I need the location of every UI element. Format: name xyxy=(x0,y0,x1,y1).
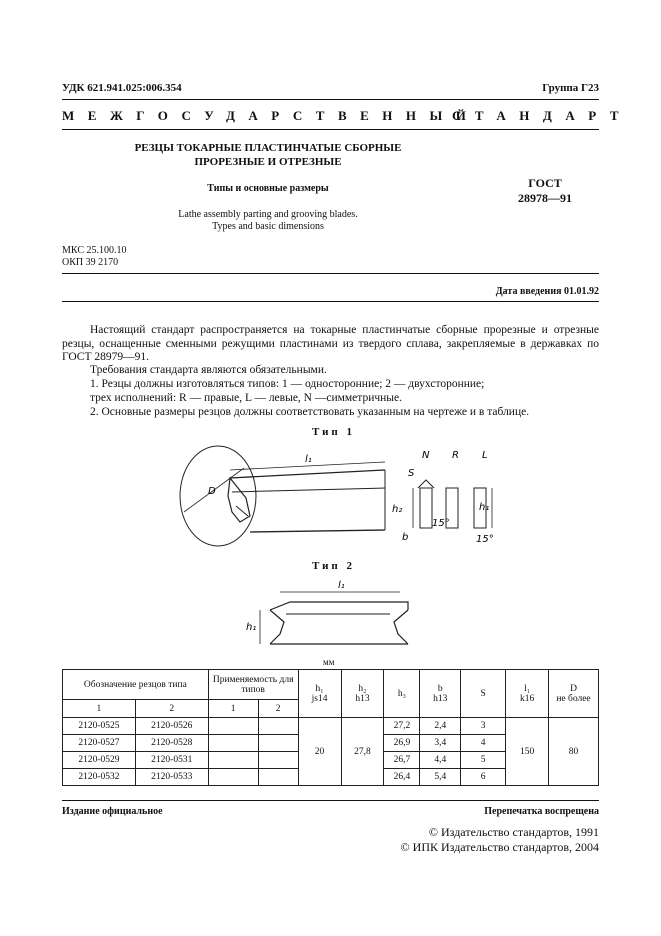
angle-big-label: 15° xyxy=(476,534,494,545)
cell-h2: 27,8 xyxy=(341,718,384,786)
cell-type1: 2120-0527 xyxy=(63,735,136,752)
title-line1: РЕЗЦЫ ТОКАРНЫЕ ПЛАСТИНЧАТЫЕ СБОРНЫЕ xyxy=(134,142,402,154)
th-b-tol: h13 xyxy=(433,693,448,704)
th-col1: 1 xyxy=(63,700,136,718)
cell-h3: 26,9 xyxy=(384,735,420,752)
official-edition: Издание официальное xyxy=(62,806,163,817)
cell-app2 xyxy=(258,769,298,786)
blade-top-edge xyxy=(230,470,385,478)
cell-b: 3,4 xyxy=(420,735,461,752)
h1-label: h₁ xyxy=(479,502,490,513)
paragraph-scope: Настоящий стандарт распространяется на токарные пластинчатые сборные прорезные и отрезные резцы, оснащенные сменными режущими пластинами из твердого сплава, закрепляемые в державках по ГОСТ 28979—91. xyxy=(62,324,599,363)
th-b xyxy=(420,670,461,718)
type2-h1-label: h₁ xyxy=(246,622,257,633)
l1-label: l₁ xyxy=(305,454,312,465)
cell-type2: 2120-0528 xyxy=(135,735,208,752)
th-col2: 2 xyxy=(135,700,208,718)
type2-l1-label: l₁ xyxy=(338,580,345,591)
section-N-top xyxy=(418,480,434,488)
cell-type2: 2120-0526 xyxy=(135,718,208,735)
th-h3: h₃ xyxy=(384,670,420,718)
date-rule xyxy=(62,301,599,302)
header-rule-2 xyxy=(62,129,599,130)
th-b-symbol: b xyxy=(437,683,443,694)
subtitle: Типы и основные размеры xyxy=(207,183,329,194)
L-label: L xyxy=(482,450,488,461)
th-D xyxy=(549,670,599,718)
cell-S: 5 xyxy=(461,752,506,769)
english-title-1: Lathe assembly parting and grooving blades. xyxy=(178,209,358,220)
S-label: S xyxy=(408,468,415,479)
header-rule xyxy=(62,99,599,100)
cell-type2: 2120-0533 xyxy=(135,769,208,786)
th-S: S xyxy=(461,670,506,718)
angle-small-label: 15° xyxy=(432,518,450,529)
cell-type2: 2120-0531 xyxy=(135,752,208,769)
cell-app1 xyxy=(208,735,258,752)
h2-label: h₂ xyxy=(392,504,403,515)
reprint-notice: Перепечатка воспрещена xyxy=(484,806,599,817)
th-h2 xyxy=(341,670,384,718)
cell-app1 xyxy=(208,752,258,769)
th-applicability: Применяемость для типов xyxy=(208,670,298,700)
th-l1 xyxy=(506,670,549,718)
unit-label: мм xyxy=(323,657,335,667)
cell-l1: 150 xyxy=(506,718,549,786)
cell-b: 4,4 xyxy=(420,752,461,769)
th-h1-tol: js14 xyxy=(311,693,328,704)
codes-rule xyxy=(62,273,599,274)
N-label: N xyxy=(422,450,430,461)
paragraph-dimensions: 2. Основные размеры резцов должны соответствовать указанным на чертеже и в таблице. xyxy=(90,406,530,418)
th-D-symbol: D xyxy=(570,683,577,694)
type2-drawing xyxy=(240,578,430,658)
type2-right-insert xyxy=(394,610,408,644)
cell-S: 6 xyxy=(461,769,506,786)
udk-code: УДК 621.941.025:006.354 xyxy=(62,82,182,94)
R-label: R xyxy=(452,450,459,461)
paragraph-types: 1. Резцы должны изготовляться типов: 1 — односторонние; 2 — двухсторонние; xyxy=(90,378,485,390)
cell-app2 xyxy=(258,752,298,769)
intro-date xyxy=(496,286,599,297)
cell-type1: 2120-0529 xyxy=(63,752,136,769)
gost-label: ГОСТ xyxy=(528,176,562,190)
english-title-2: Types and basic dimensions xyxy=(212,221,324,232)
th-l1-tol: k16 xyxy=(519,693,535,704)
copyright-1991: © Издательство стандартов, 1991 xyxy=(428,825,599,839)
title-line2: ПРОРЕЗНЫЕ И ОТРЕЗНЫЕ xyxy=(194,156,342,168)
cell-app2 xyxy=(258,735,298,752)
cell-type1: 2120-0532 xyxy=(63,769,136,786)
cell-S: 3 xyxy=(461,718,506,735)
blade-inner-line xyxy=(232,488,385,492)
cell-S: 4 xyxy=(461,735,506,752)
paragraph-mandatory: Требования стандарта являются обязательными. xyxy=(90,364,327,376)
type1-drawing xyxy=(170,440,510,560)
th-app2: 2 xyxy=(258,700,298,718)
interstate-label: МЕЖГОСУДАРСТВЕННЫЙ xyxy=(62,108,480,123)
insert-edge xyxy=(236,506,248,516)
cell-h3: 26,4 xyxy=(384,769,420,786)
th-h1 xyxy=(298,670,341,718)
cell-D: 80 xyxy=(549,718,599,786)
cell-h3: 27,2 xyxy=(384,718,420,735)
okp-code: ОКП 39 2170 xyxy=(62,257,119,268)
group-code: Группа Г23 xyxy=(542,82,599,94)
D-label: D xyxy=(208,486,216,497)
paragraph-versions: трех исполнений: R — правые, L — левые, N —симметричные. xyxy=(90,392,402,404)
type2-top-edge xyxy=(270,602,408,610)
cell-type1: 2120-0525 xyxy=(63,718,136,735)
type2-caption: Тип 2 xyxy=(312,560,355,572)
th-app1: 1 xyxy=(208,700,258,718)
cell-b: 5,4 xyxy=(420,769,461,786)
copyright-2004: © ИПК Издательство стандартов, 2004 xyxy=(400,840,599,854)
cell-h3: 26,7 xyxy=(384,752,420,769)
standard-label: СТАНДАРТ xyxy=(452,108,633,123)
type2-left-insert xyxy=(270,610,284,644)
th-h1-symbol: h₁ xyxy=(315,683,324,694)
cell-app1 xyxy=(208,718,258,735)
cell-b: 2,4 xyxy=(420,718,461,735)
table-row xyxy=(63,718,599,735)
th-D-note: не более xyxy=(556,693,591,704)
b-label: b xyxy=(402,532,409,543)
th-h2-tol: h13 xyxy=(355,693,370,704)
th-h2-symbol: h₂ xyxy=(358,683,367,694)
footer-rule xyxy=(62,800,599,801)
blade-bottom-edge xyxy=(250,530,385,532)
intro-date-label: Дата введения xyxy=(495,286,562,297)
th-l1-symbol: l₁ xyxy=(524,683,531,694)
mks-code: МКС 25.100.10 xyxy=(62,245,127,256)
cell-app1 xyxy=(208,769,258,786)
th-designation: Обозначение резцов типа xyxy=(63,670,209,700)
cell-app2 xyxy=(258,718,298,735)
cell-h1: 20 xyxy=(298,718,341,786)
dimensions-table xyxy=(62,669,599,786)
gost-number: 28978—91 xyxy=(518,191,572,205)
type1-caption: Тип 1 xyxy=(312,426,355,438)
section-N xyxy=(420,488,432,528)
intro-date-value: 01.01.92 xyxy=(564,286,599,297)
